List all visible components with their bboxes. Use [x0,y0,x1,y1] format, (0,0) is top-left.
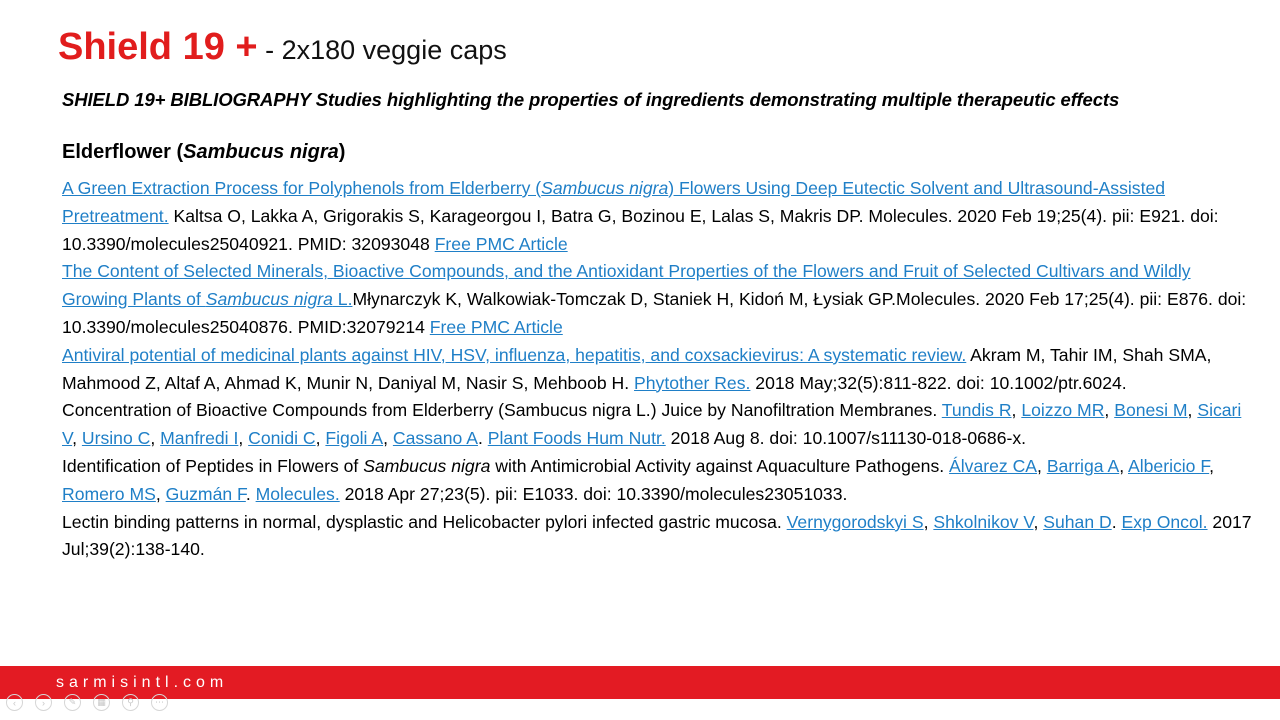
pen-icon[interactable]: ✎ [64,694,81,711]
previous-slide-icon[interactable]: ‹ [6,694,23,711]
reference-list [62,175,1257,564]
reference-citation: 2018 Aug 8. doi: 10.1007/s11130-018-0686-x. [665,428,1027,449]
footer-website: sarmisintl.com [56,674,229,691]
author-link[interactable]: Sicari V [62,400,1242,449]
author-link[interactable]: Albericio F [1128,455,1210,476]
reference-citation: 2017 Jul;39(2):138-140. [62,511,1252,560]
section-heading-elderflower: Elderflower (Sambucus nigra) [62,141,346,163]
author-link[interactable]: Vernygorodskyi S [786,511,924,532]
author-link[interactable]: Álvarez CA [949,455,1038,476]
slide-title [58,26,507,69]
journal-link[interactable]: Molecules. [255,483,340,504]
author-link[interactable]: Shkolnikov V [933,511,1034,532]
reference-title-link[interactable]: A Green Extraction Process for Polyphenols from Elderberry (Sambucus nigra) Flowers Using Deep Eutectic Solvent and Ultrasound-Assisted Pretreatment. [62,178,1166,226]
free-pmc-article-link[interactable]: Free PMC Article [434,233,568,254]
reference-citation: 2018 May;32(5):811-822. doi: 10.1002/ptr.6024. [750,372,1127,393]
author-link[interactable]: Conidi C [248,428,316,449]
journal-link[interactable]: Plant Foods Hum Nutr. [487,428,666,449]
author-link[interactable]: Tundis R [941,400,1012,421]
author-link[interactable]: Figoli A [325,428,384,449]
zoom-icon[interactable]: ⚲ [122,694,139,711]
reference-title: Lectin binding patterns in normal, dysplastic and Helicobacter pylori infected gastric mucosa. [62,511,787,532]
bibliography-subtitle: SHIELD 19+ BIBLIOGRAPHY Studies highlighting the properties of ingredients demonstrating multiple therapeutic effects [62,89,1120,110]
reference-item: Concentration of Bioactive Compounds from Elderberry (Sambucus nigra L.) Juice by Nanofiltration Membranes. Tundis R, Loizzo MR, Bonesi M, Sicari V, Ursino C, Manfredi I, Conidi C, Figoli A, Cassano A. Plant Foods Hum Nutr. 2018 Aug 8. doi: 10.1007/s11130-018-0686-x. [62,400,1242,449]
author-link[interactable]: Ursino C [81,428,151,449]
reference-item: Lectin binding patterns in normal, dysplastic and Helicobacter pylori infected gastric mucosa. Vernygorodskyi S, Shkolnikov V, Suhan D. Exp Oncol. 2017 Jul;39(2):138-140. [62,511,1252,560]
reference-title: Concentration of Bioactive Compounds from Elderberry (Sambucus nigra L.) Juice by Nanofiltration Membranes. [62,400,942,421]
species-name: Sambucus nigra [183,141,339,163]
reference-citation: 2018 Apr 27;23(5). pii: E1033. doi: 10.3390/molecules23051033. [339,483,848,504]
author-link[interactable]: Cassano A [392,428,478,449]
reference-item [62,258,1257,341]
journal-link[interactable]: Exp Oncol. [1121,511,1208,532]
product-format: - 2x180 veggie caps [257,35,507,65]
slides-grid-icon[interactable]: ▦ [93,694,110,711]
free-pmc-article-link[interactable]: Free PMC Article [429,316,563,337]
reference-title-link[interactable]: The Content of Selected Minerals, Bioactive Compounds, and the Antioxidant Properties of the Flowers and Fruit of Selected Cultivars and Wildly Growing Plants of Sambucus nigra L. [62,261,1191,310]
reference-item: Identification of Peptides in Flowers of Sambucus nigra with Antimicrobial Activity against Aquaculture Pathogens. Álvarez CA, Barriga A, Albericio F, Romero MS, Guzmán F. Molecules. 2018 Apr 27;23(5). pii: E1033. doi: 10.3390/molecules23051033. [62,455,1215,504]
author-link[interactable]: Loizzo MR [1021,400,1105,421]
reference-item [62,175,1257,258]
author-link[interactable]: Bonesi M [1114,400,1188,421]
reference-title: Identification of Peptides in Flowers of Sambucus nigra with Antimicrobial Activity against Aquaculture Pathogens. [62,455,950,476]
reference-authors: Akram M, Tahir IM, Shah SMA, Mahmood Z, Altaf A, Ahmad K, Munir N, Daniyal M, Nasir S, Mehboob H. [62,344,1212,393]
reference-citation: Kaltsa O, Lakka A, Grigorakis S, Karageorgou I, Batra G, Bozinou E, Lalas S, Makris DP. Molecules. 2020 Feb 19;25(4). pii: E921. doi: 10.3390/molecules25040921. PMID: 32093048 [62,205,1219,254]
author-link[interactable]: Manfredi I [160,428,239,449]
product-name: Shield 19 + [58,26,258,68]
author-link[interactable]: Barriga A [1046,455,1120,476]
reference-citation: Młynarczyk K, Walkowiak-Tomczak D, Staniek H, Kidoń M, Łysiak GP.Molecules. 2020 Feb 17;25(4). pii: E876. doi: 10.3390/molecules25040876. PMID:32079214 [62,289,1247,337]
reference-item [62,342,1257,398]
more-options-icon[interactable]: ⋯ [151,694,168,711]
next-slide-icon[interactable]: › [35,694,52,711]
author-link[interactable]: Romero MS [62,483,156,504]
author-link[interactable]: Guzmán F [165,483,246,504]
author-link[interactable]: Suhan D [1043,511,1112,532]
slide-controls [6,694,168,714]
journal-link[interactable]: Phytother Res. [634,372,751,393]
reference-title-link[interactable]: Antiviral potential of medicinal plants against HIV, HSV, influenza, hepatitis, and coxsackievirus: A systematic review. [62,344,967,365]
